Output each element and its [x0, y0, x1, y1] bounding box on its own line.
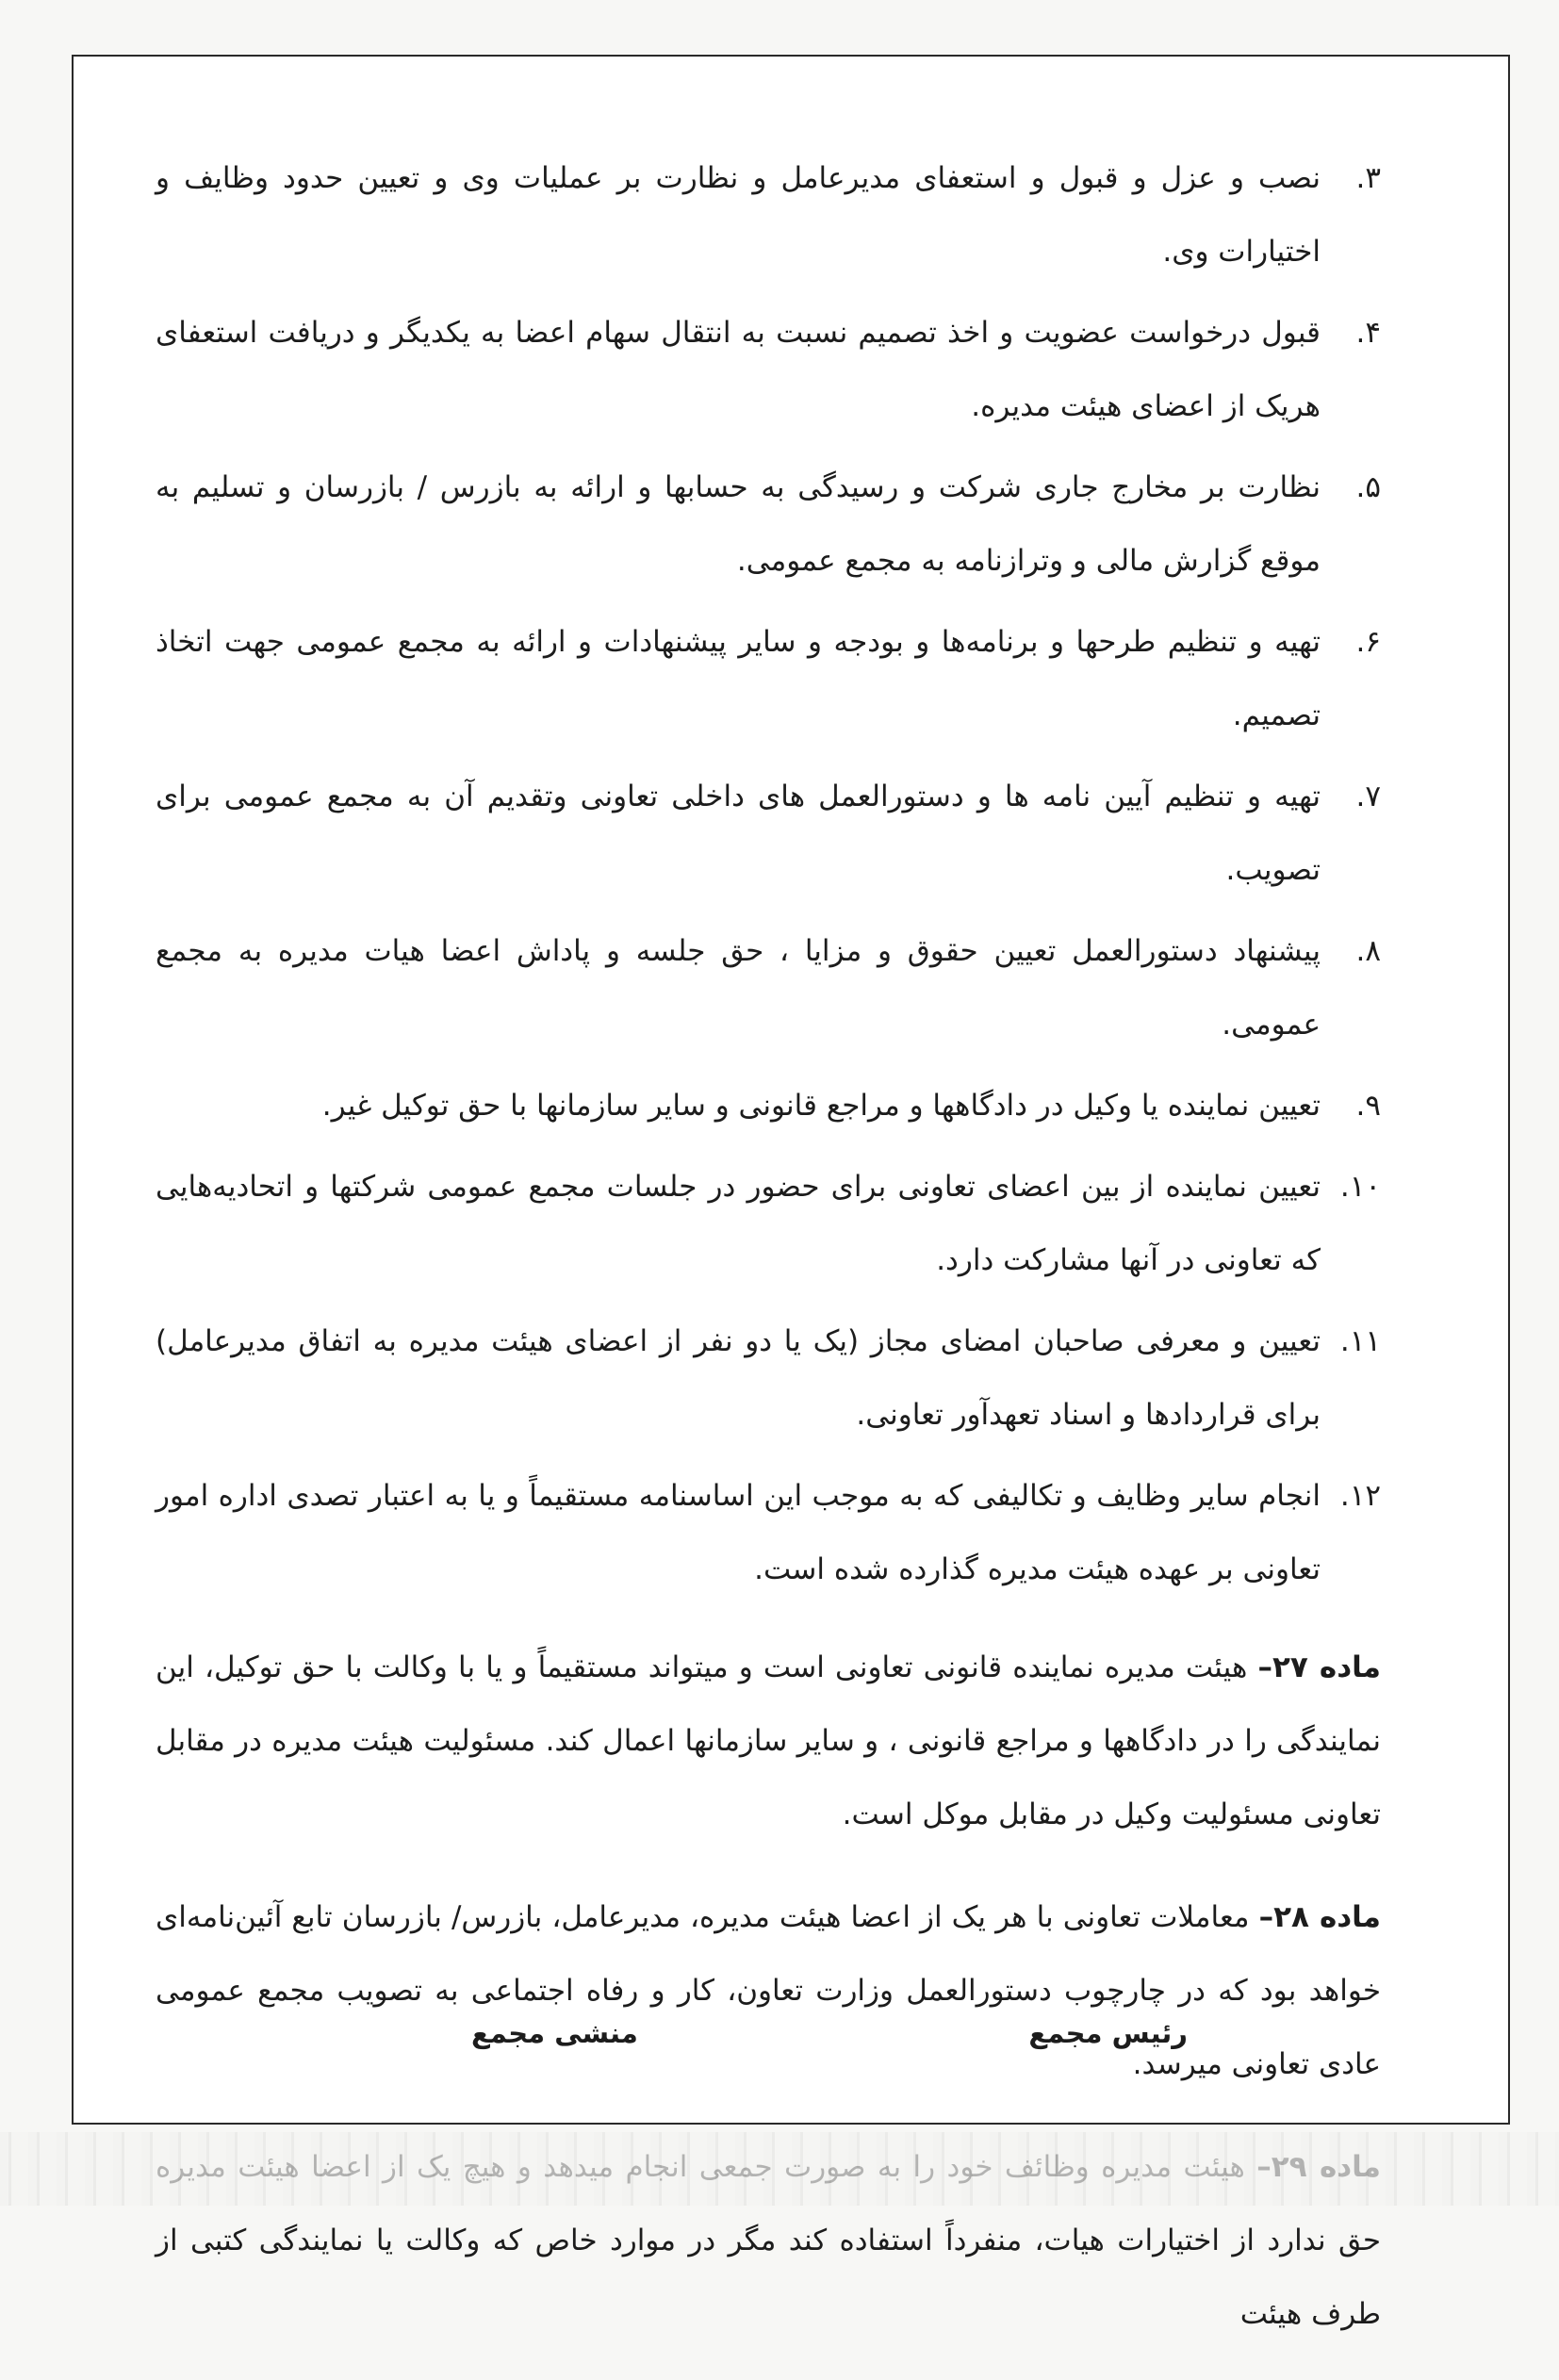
list-item-number: ۴.	[1355, 316, 1381, 350]
list-item	[156, 760, 1381, 907]
list-item	[156, 914, 1381, 1061]
article-28	[156, 1880, 1381, 2101]
list-item	[156, 451, 1381, 598]
list-item-number: ۱۰.	[1339, 1170, 1381, 1204]
list-item-number: ۹.	[1355, 1089, 1381, 1123]
list-item-text: تعیین نماینده از بین اعضای تعاونی برای حضور در جلسات مجمع عمومی شرکتها و اتحادیه‌هایی که تعاونی در آنها مشارکت دارد.	[156, 1170, 1321, 1277]
list-item-number: ۶.	[1355, 625, 1381, 659]
list-item-text: نصب و عزل و قبول و استعفای مدیرعامل و نظارت بر عملیات وی و تعیین حدود وظایف و اختیارات وی.	[156, 161, 1321, 269]
article-text: حق ندارد از اختیارات هیات، منفرداً استفاده کند مگر در موارد خاص که وکالت یا نمایندگی کتبی از طرف هیئت	[156, 2224, 1381, 2331]
article-text: هیئت مدیره نماینده قانونی تعاونی است و میتواند مستقیماً و یا با وکالت با حق توکیل، این نمایندگی را در دادگاهها و مراجع قانونی ، و سایر سازمانها اعمال کند. مسئولیت هیئت مدیره در مقابل تعاونی مسئولیت وکیل در مقابل موکل است.	[156, 1650, 1381, 1831]
article-27	[156, 1631, 1381, 1851]
signature-line	[471, 2017, 1188, 2049]
list-item	[156, 296, 1381, 443]
list-item	[156, 605, 1381, 752]
list-item-number: ۳.	[1355, 161, 1381, 195]
list-item	[156, 1150, 1381, 1297]
list-item	[156, 1305, 1381, 1452]
chairman-signature-label: رئیس مجمع	[1028, 2017, 1188, 2049]
duties-list	[156, 141, 1381, 1606]
list-item-number: ۵.	[1355, 470, 1381, 504]
list-item-text: انجام سایر وظایف و تکالیفی که به موجب این اساسنامه مستقیماً و یا به اعتبار تصدی اداره امور تعاونی بر عهده هیئت مدیره گذارده شده است.	[156, 1479, 1321, 1586]
list-item	[156, 1459, 1381, 1606]
list-item-number: ۷.	[1355, 780, 1381, 813]
scan-artifact-strip	[0, 2132, 1559, 2206]
list-item-text: تعیین نماینده یا وکیل در دادگاهها و مراجع قانونی و سایر سازمانها با حق توکیل غیر.	[321, 1089, 1321, 1123]
list-item-text: تعیین و معرفی صاحبان امضای مجاز (یک یا دو نفر از اعضای هیئت مدیره به اتفاق مدیرعامل) برای قراردادها و اسناد تعهدآور تعاونی.	[156, 1324, 1321, 1432]
list-item-number: ۱۲.	[1339, 1479, 1381, 1513]
list-item	[156, 1069, 1381, 1142]
article-text: معاملات تعاونی با هر یک از اعضا هیئت مدیره، مدیرعامل، بازرس/ بازرسان تابع آئین‌نامه‌ای خواهد بود که در چارچوب دستورالعمل وزارت تعاون، کار و رفاه اجتماعی به تصویب مجمع عمومی عادی تعاونی میرسد.	[156, 1900, 1381, 2081]
article-title: ماده ۲۸–	[1258, 1900, 1381, 1934]
border-tick	[1508, 924, 1510, 1037]
list-item-text: پیشنهاد دستورالعمل تعیین حقوق و مزایا ، حق جلسه و پاداش اعضا هیات مدیره به مجمع عمومی.	[156, 934, 1321, 1042]
list-item-number: ۱۱.	[1339, 1324, 1381, 1358]
secretary-signature-label: منشی مجمع	[471, 2017, 638, 2049]
article-title: ماده ۲۷–	[1257, 1650, 1381, 1684]
list-item-text: تهیه و تنظیم طرحها و برنامه‌ها و بودجه و سایر پیشنهادات و ارائه به مجمع عمومی جهت اتخاذ تصمیم.	[156, 625, 1321, 732]
list-item-number: ۸.	[1355, 934, 1381, 968]
list-item	[156, 141, 1381, 288]
list-item-text: تهیه و تنظیم آیین نامه ها و دستورالعمل های داخلی تعاونی وتقدیم آن به مجمع عمومی برای تصویب.	[156, 780, 1321, 887]
list-item-text: قبول درخواست عضویت و اخذ تصمیم نسبت به انتقال سهام اعضا به یکدیگر و دریافت استعفای هریک از اعضای هیئت مدیره.	[156, 316, 1321, 423]
list-item-text: نظارت بر مخارج جاری شرکت و رسیدگی به حسابها و ارائه به بازرس / بازرسان و تسلیم به موقع گزارش مالی و وترازنامه به مجمع عمومی.	[156, 470, 1321, 578]
